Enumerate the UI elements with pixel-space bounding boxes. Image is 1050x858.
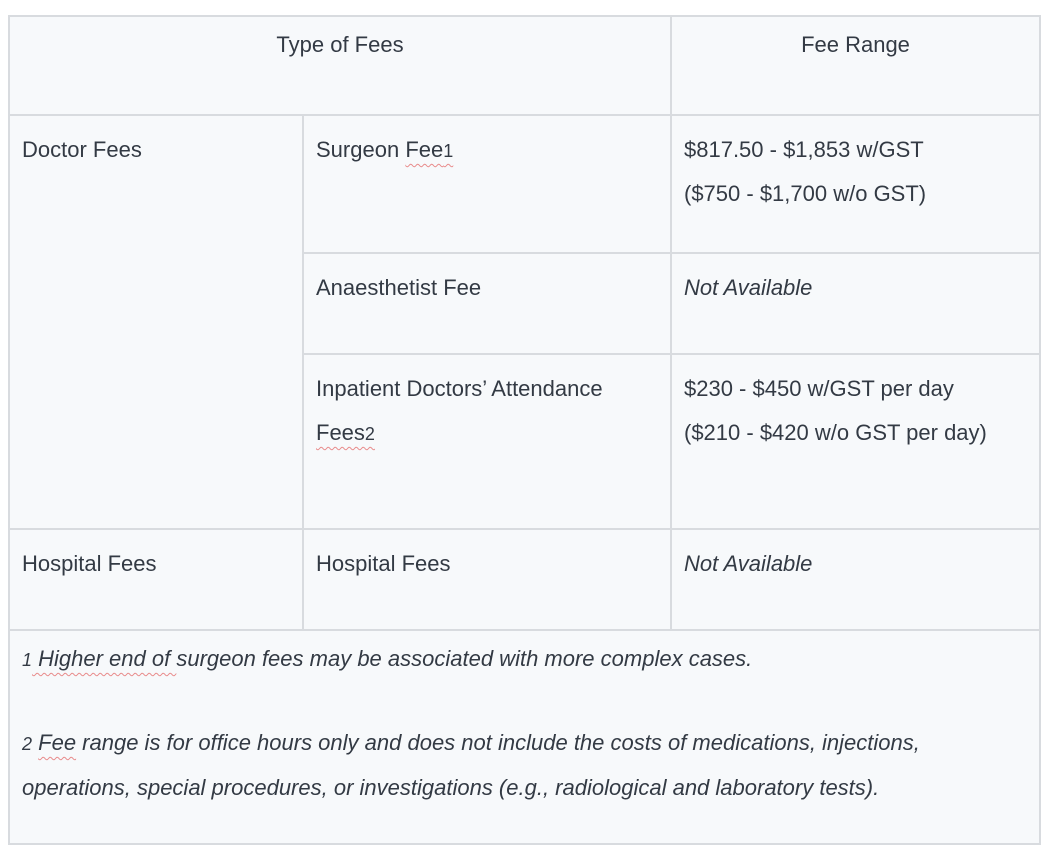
- inpatient-range-no-gst: ($210 - $420 w/o GST per day): [684, 420, 987, 445]
- header-fee-range: Fee Range: [671, 16, 1040, 115]
- footnote-1: [22, 637, 1027, 682]
- footnote-2-text: range is for office hours only and does not include the costs of medications, injections, operations, special procedures, or investigations (e.g., radiological and laboratory tests).: [22, 730, 920, 800]
- footnote-2-number: 2: [22, 734, 33, 754]
- table-row-surgeon: [9, 115, 1040, 253]
- fee-range-inpatient: [671, 354, 1040, 529]
- footnote-1-number: 1: [22, 650, 33, 670]
- footnote-ref-1: 1: [443, 141, 454, 161]
- fee-type-surgeon: [303, 115, 671, 253]
- footnote-2: [22, 721, 1027, 810]
- category-hospital-fees: Hospital Fees: [9, 529, 303, 630]
- footnotes: [9, 630, 1040, 844]
- inpatient-label: Inpatient Doctors’ Attendance: [316, 376, 603, 401]
- table-row-notes: [9, 630, 1040, 844]
- surgeon-fee-text: Fee: [405, 137, 444, 162]
- table-row-hospital: [9, 529, 1040, 630]
- surgeon-label: Surgeon: [316, 137, 400, 162]
- header-type-of-fees: Type of Fees: [9, 16, 671, 115]
- inpatient-fees-text: Fees: [316, 420, 365, 445]
- surgeon-range-no-gst: ($750 - $1,700 w/o GST): [684, 181, 927, 206]
- surgeon-fee-word: [405, 137, 453, 162]
- footnote-1-text: surgeon fees may be associated with more complex cases.: [176, 646, 753, 671]
- category-doctor-fees: Doctor Fees: [9, 115, 303, 529]
- surgeon-range-gst: $817.50 - $1,853 w/GST: [684, 137, 924, 162]
- table-header-row: [9, 16, 1040, 115]
- fee-type-inpatient: [303, 354, 671, 529]
- footnote-ref-2: 2: [364, 424, 375, 444]
- fee-range-surgeon: [671, 115, 1040, 253]
- fee-type-anaesthetist: Anaesthetist Fee: [303, 253, 671, 354]
- fees-table: [8, 15, 1041, 845]
- fee-range-anaesthetist: Not Available: [671, 253, 1040, 354]
- fee-range-hospital: Not Available: [671, 529, 1040, 630]
- footnote-2-underlined: Fee: [38, 730, 77, 755]
- inpatient-fees-word: [316, 420, 375, 445]
- fee-type-hospital: Hospital Fees: [303, 529, 671, 630]
- footnote-spacer: [22, 682, 1027, 721]
- inpatient-range-gst: $230 - $450 w/GST per day: [684, 376, 954, 401]
- footnote-1-underlined: Higher end of: [32, 646, 177, 671]
